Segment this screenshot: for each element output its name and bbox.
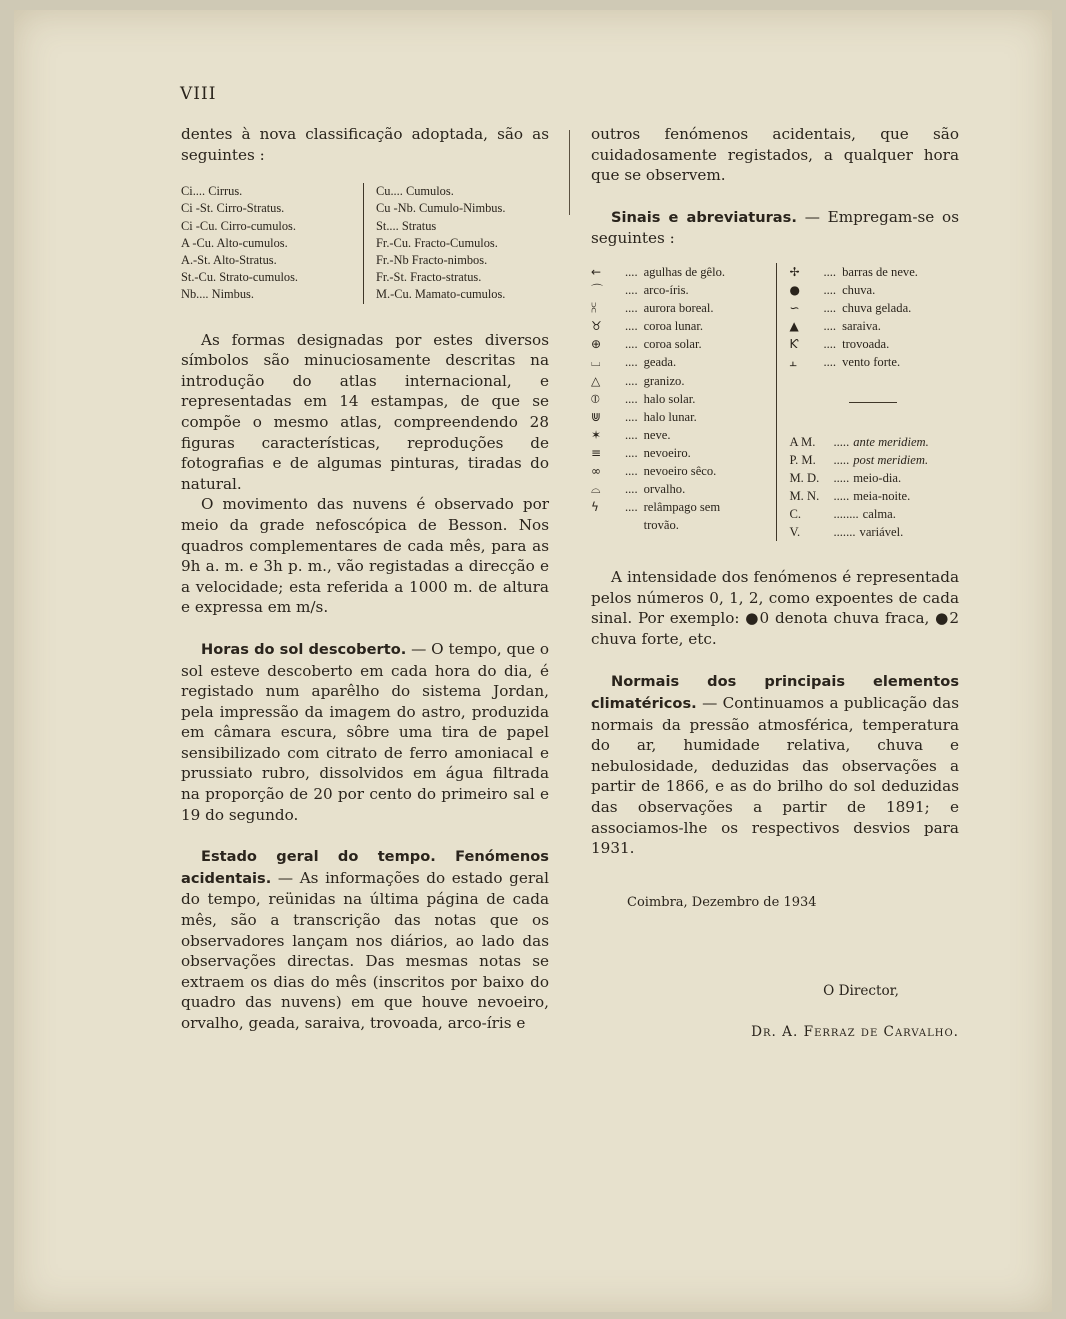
aurora-icon: ⩆	[591, 301, 597, 316]
lunar-corona-icon: ♉	[591, 319, 602, 334]
cloud-entry: Ci.... Cirrus.	[181, 184, 243, 199]
intro-text: dentes à nova classificação adoptada, são as seguintes :	[181, 125, 549, 164]
section-heading: Sinais e abreviaturas.	[611, 208, 797, 226]
paragraph-forms: As formas designadas por estes diversos símbolos são minuciosamente descritas na introdução do atlas internacional, e representadas em 14 estampas, de que se compõe o mesmo atlas, compreendendo 28 figuras características, reproduções de fotografias e de algumas pinturas, tiradas do natural.	[181, 330, 549, 493]
symbol-row: ϟ .... relâmpago sem trovão.	[591, 498, 770, 534]
sleet-icon: ▲	[789, 319, 799, 334]
strong-wind-icon: ⫠	[789, 355, 797, 370]
rainbow-icon: ⌒	[591, 283, 604, 298]
symbol-row: ✶ .... neve.	[591, 426, 770, 444]
left-column	[181, 124, 549, 1034]
place-date: Coimbra, Dezembro de 1934	[627, 894, 817, 910]
symbol-row: ⊕ .... coroa solar.	[591, 335, 770, 353]
symbol-row: ⦶ .... halo solar.	[591, 390, 770, 408]
abbreviation-row: P. M. ..... post meridiem.	[789, 452, 929, 467]
symbol-row: ⌴ .... geada.	[591, 353, 770, 371]
lightning-icon: ϟ	[591, 500, 599, 515]
symbol-row: ≡ .... nevoeiro.	[591, 444, 770, 462]
section-heading: Horas do sol descoberto.	[201, 640, 407, 658]
section-weather-state	[181, 846, 549, 1033]
symbol-row: ⌒ .... arco-íris.	[591, 281, 770, 299]
section-text: — Empregam-se os seguintes :	[591, 207, 959, 248]
section-text: — As informações do estado geral do tempo, reünidas na última página de cada mês, são a transcrição das notas que os observadores lançam nos diários, ao lado das observações directas. Das mesmas notas se extraem os dias do mês (inscritos por baixo do quadro das nuvens) em que houve nevoeiro, orvalho, geada, saraiva, trovoada, arco-íris e	[181, 868, 549, 1033]
cloud-entry: Ci -St. Cirro-Stratus.	[181, 201, 285, 216]
cloud-list-b	[363, 183, 546, 303]
lunar-halo-icon: ⋓	[591, 409, 602, 424]
section-heading: Estado geral do tempo. Fenómenos acidentais.	[181, 848, 549, 887]
abbreviation-row: V. ....... variável.	[789, 525, 904, 539]
thunderstorm-icon: Ƙ	[789, 337, 799, 352]
fog-icon: ≡	[591, 445, 602, 460]
cloud-list-a	[181, 183, 363, 303]
abbreviation-row: A M. ..... ante meridiem.	[789, 434, 929, 449]
cloud-entry: Fr.-Cu. Fracto-Cumulos.	[376, 235, 498, 250]
symbol-row: △ .... granizo.	[591, 372, 770, 390]
dew-icon: ⌓	[591, 482, 601, 497]
symbol-row: ∞ .... nevoeiro sêco.	[591, 462, 770, 480]
cloud-entry: St.... Stratus	[376, 218, 437, 233]
symbol-row: ♉ .... coroa lunar.	[591, 317, 770, 335]
cloud-abbreviation-table	[181, 183, 549, 303]
continued-text: outros fenómenos acidentais, que são cuidadosamente registados, a qualquer hora que se observem.	[591, 125, 959, 185]
abbreviation-row: C. ........ calma.	[789, 506, 896, 521]
document-page	[14, 10, 1052, 1312]
section-sun-hours	[181, 639, 549, 825]
symbol-row: ⋓ .... halo lunar.	[591, 408, 770, 426]
cloud-entry: Cu.... Cumulos.	[376, 184, 454, 199]
ice-needles-icon: ←	[591, 264, 602, 279]
paragraph-intensity: A intensidade dos fenómenos é representada pelos números 0, 1, 2, como expoentes de cada sinal. Por exemplo: ●0 denota chuva fraca, ●2 chuva forte, etc.	[591, 568, 959, 648]
symbols-list-left	[591, 263, 776, 541]
section-heading: Normais dos principais elementos climatéricos.	[591, 673, 959, 713]
page-number: VIII	[180, 84, 217, 104]
symbol-row: ▲ .... saraiva.	[789, 317, 959, 335]
symbol-row: ← .... agulhas de gêlo.	[591, 263, 770, 281]
solar-corona-icon: ⊕	[591, 337, 602, 352]
symbol-row: ● .... chuva.	[789, 281, 959, 299]
freezing-rain-icon: ∽	[789, 301, 800, 316]
symbol-row: ⌓ .... orvalho.	[591, 480, 770, 498]
symbol-row: ✢ .... barras de neve.	[789, 263, 959, 281]
rain-icon: ●	[789, 283, 800, 298]
column-divider	[569, 130, 570, 215]
symbols-table	[591, 263, 959, 541]
cloud-entry: A.-St. Alto-Stratus.	[181, 253, 277, 267]
symbol-row: ⩆ .... aurora boreal.	[591, 299, 770, 317]
section-text: — O tempo, que o sol esteve descoberto em cada hora do dia, é registado num aparêlho do sistema Jordan, pela impressão da imagem do astro, produzida em câmara escura, sôbre uma tira de papel sensibilizado com citrato de ferro amoniacal e prussiato rubro, dissolvidos em água filtrada na proporção de 20 por cento do primeiro sal e 19 do segundo.	[181, 639, 550, 824]
cloud-entry: A -Cu. Alto-cumulos.	[181, 235, 288, 250]
cloud-entry: Fr.-Nb Fracto-nimbos.	[376, 253, 488, 267]
snow-icon: ✶	[591, 427, 602, 442]
symbol-row: ∽ .... chuva gelada.	[789, 299, 959, 317]
symbol-row: Ƙ .... trovoada.	[789, 335, 959, 353]
section-normals	[591, 671, 959, 858]
cloud-entry: Fr.-St. Fracto-stratus.	[376, 270, 482, 285]
abbreviation-row: M. N. ..... meia-noite.	[789, 488, 911, 503]
signature-title: O Director,	[823, 983, 899, 1000]
cloud-entry: Ci -Cu. Cirro-cumulos.	[181, 218, 296, 233]
solar-halo-icon: ⦶	[591, 391, 600, 406]
hail-icon: △	[591, 373, 601, 388]
frost-icon: ⌴	[591, 355, 601, 370]
snow-bars-icon: ✢	[789, 264, 800, 279]
symbols-list-right	[776, 263, 959, 541]
cloud-entry: M.-Cu. Mamato-cumulos.	[376, 287, 506, 302]
cloud-entry: Cu -Nb. Cumulo-Nimbus.	[376, 201, 506, 216]
paragraph-cloud-movement: O movimento das nuvens é observado por meio da grade nefoscópica de Besson. Nos quadros complementares de cada mês, para as 9h a. m. e 3h p. m., vão registadas a direcção e a velocidade; esta referida a 1000 m. de altura e expressa em m/s.	[181, 495, 549, 617]
cloud-entry: St.-Cu. Strato-cumulos.	[181, 270, 299, 285]
dry-fog-icon: ∞	[591, 464, 601, 478]
abbreviation-row: M. D. ..... meio-dia.	[789, 470, 902, 485]
right-column	[591, 124, 959, 1043]
section-signs	[591, 207, 959, 249]
symbol-row: ⫠ .... vento forte.	[789, 353, 959, 371]
signature-name: Dr. A. Ferraz de Carvalho.	[751, 1024, 959, 1040]
section-text: — Continuamos a publicação das normais da pressão atmosférica, temperatura do ar, humidade relativa, chuva e nebulosidade, deduzidas das observações a partir de 1866, e as do brilho do sol deduzidas das observações a partir de 1891; e associamos-lhe os respectivos desvios para 1931.	[591, 694, 960, 858]
separator-line	[849, 402, 897, 403]
cloud-entry: Nb.... Nimbus.	[181, 287, 254, 302]
